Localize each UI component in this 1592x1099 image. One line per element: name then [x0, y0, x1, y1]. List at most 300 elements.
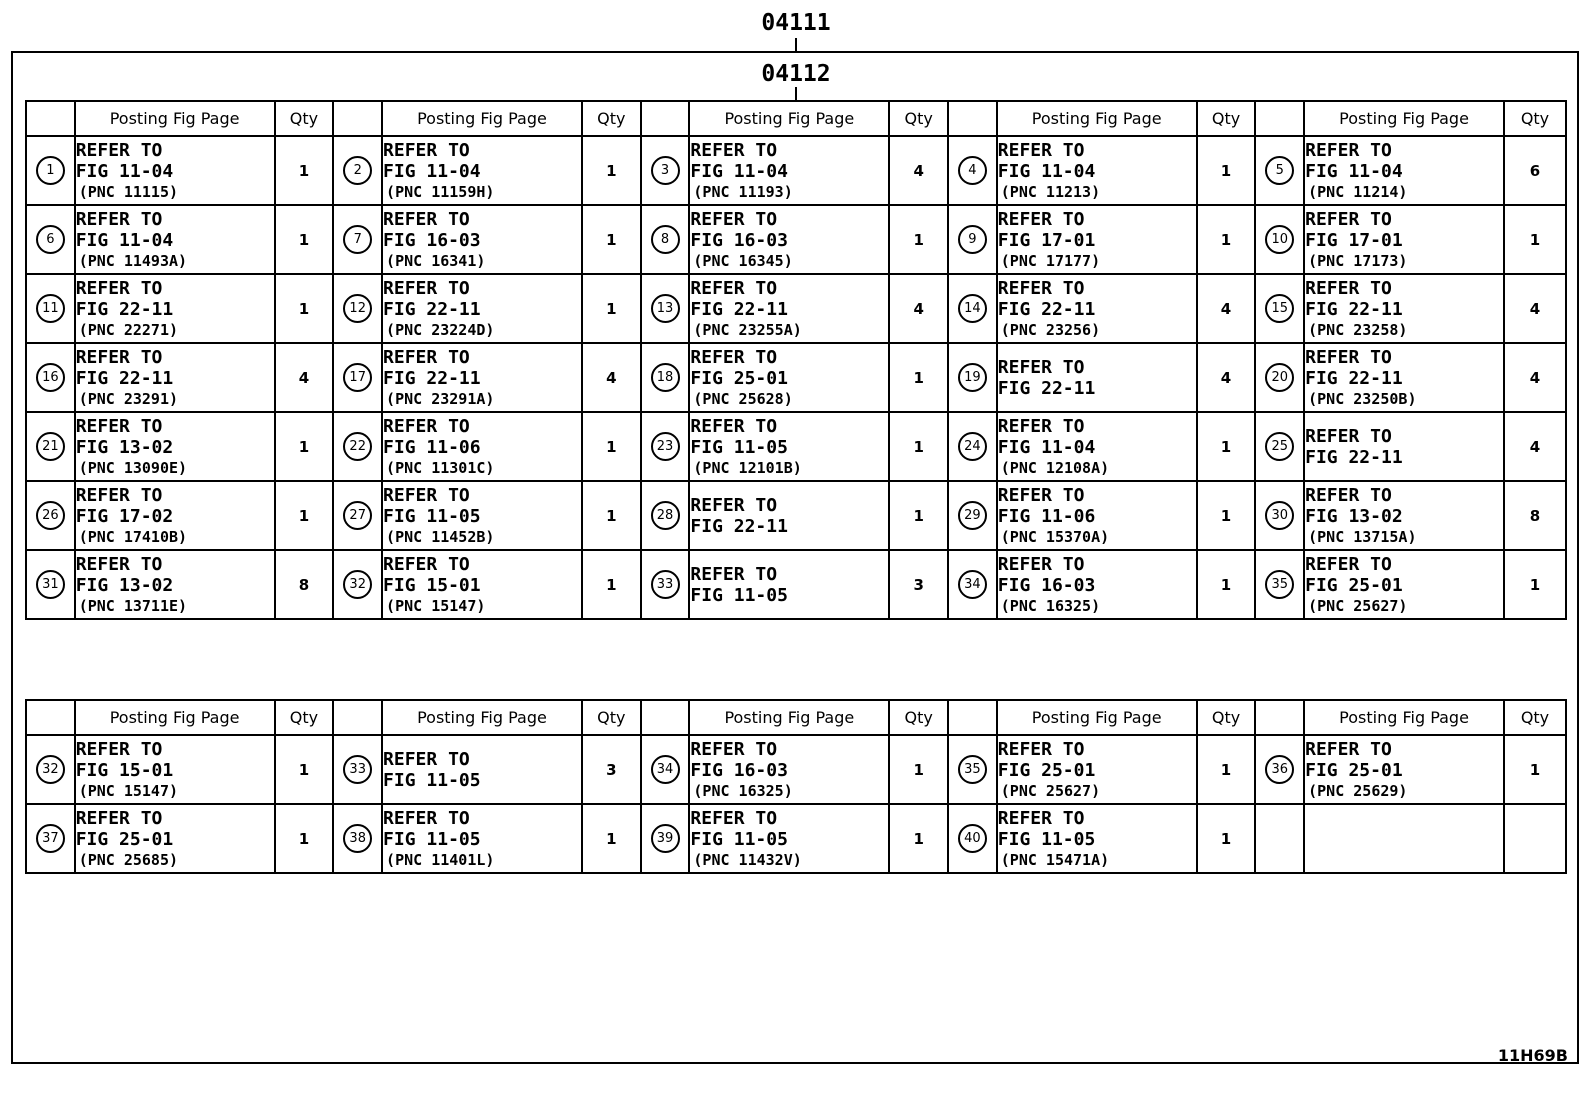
qty-value: 1 — [606, 161, 617, 180]
pnc-reference: (PNC 13711E) — [78, 596, 188, 615]
fig-reference: FIG 25-01 — [997, 759, 1096, 781]
refer-to-text: REFER TO — [997, 277, 1085, 299]
qty-cell — [582, 412, 641, 481]
reference-table-2 — [25, 699, 1567, 874]
outer-assembly-label: 04111 — [761, 10, 831, 36]
reference-table-1 — [25, 100, 1567, 620]
posting-cell — [997, 412, 1197, 481]
fig-reference: FIG 22-11 — [1305, 367, 1403, 389]
item-number-cell — [26, 550, 75, 619]
item-number-cell — [948, 481, 997, 550]
item-number-cell — [333, 136, 382, 205]
refer-to-text: REFER TO — [690, 738, 778, 760]
pnc-reference: (PNC 22271) — [78, 320, 179, 339]
header-qty: Qty — [889, 700, 948, 735]
fig-reference: FIG 11-06 — [383, 436, 481, 458]
header-number-cell — [333, 101, 382, 136]
qty-value: 1 — [1529, 760, 1541, 779]
item-number-badge: 11 — [36, 294, 65, 323]
fig-reference: FIG 17-01 — [997, 229, 1096, 251]
pnc-reference: (PNC 11452B) — [386, 527, 495, 546]
posting-cell — [689, 481, 889, 550]
qty-value: 1 — [606, 437, 617, 456]
pnc-reference: (PNC 15147) — [386, 596, 486, 615]
fig-reference: FIG 22-11 — [997, 377, 1096, 399]
qty-value: 1 — [913, 437, 924, 456]
item-number-cell — [26, 343, 75, 412]
header-qty: Qty — [275, 700, 334, 735]
header-number-cell — [26, 700, 75, 735]
header-qty: Qty — [275, 101, 334, 136]
qty-value: 1 — [606, 230, 617, 249]
item-number-cell — [641, 205, 690, 274]
qty-value: 4 — [298, 368, 310, 387]
item-number-badge: 12 — [343, 294, 372, 323]
posting-cell — [1304, 412, 1504, 481]
item-number-badge: 27 — [343, 501, 372, 530]
qty-cell — [889, 205, 948, 274]
qty-cell — [582, 550, 641, 619]
fig-reference: FIG 16-03 — [690, 759, 788, 781]
fig-reference: FIG 17-01 — [1305, 229, 1403, 251]
qty-cell — [1197, 205, 1256, 274]
table-row — [26, 550, 1566, 619]
refer-to-text: REFER TO — [75, 277, 163, 299]
fig-reference: FIG 22-11 — [690, 515, 788, 537]
item-number-badge: 32 — [343, 570, 372, 599]
qty-value: 1 — [1529, 230, 1541, 249]
qty-cell — [1197, 481, 1256, 550]
pnc-reference: (PNC 25685) — [78, 850, 179, 869]
qty-value: 1 — [913, 230, 924, 249]
qty-cell — [1197, 412, 1256, 481]
qty-value: 1 — [606, 506, 617, 525]
fig-reference: FIG 11-05 — [690, 584, 788, 606]
posting-cell — [382, 205, 582, 274]
qty-value: 1 — [298, 760, 310, 779]
qty-cell — [582, 804, 641, 873]
table-row — [26, 343, 1566, 412]
qty-cell — [889, 136, 948, 205]
posting-cell — [382, 136, 582, 205]
qty-cell — [1504, 412, 1566, 481]
refer-to-text: REFER TO — [383, 139, 470, 161]
pnc-reference: (PNC 11115) — [78, 182, 179, 201]
qty-value: 1 — [298, 437, 310, 456]
item-number-cell — [641, 343, 690, 412]
posting-cell — [997, 550, 1197, 619]
fig-reference: FIG 25-01 — [75, 828, 174, 850]
header-posting-fig-page: Posting Fig Page — [997, 101, 1197, 136]
item-number-cell — [641, 481, 690, 550]
item-number-cell — [1255, 550, 1304, 619]
qty-cell — [582, 274, 641, 343]
table-row — [26, 205, 1566, 274]
header-qty: Qty — [1504, 700, 1566, 735]
header-qty: Qty — [889, 101, 948, 136]
item-number-badge: 29 — [958, 501, 987, 530]
drawing-code: 11H69B — [1497, 1046, 1568, 1065]
refer-to-text: REFER TO — [1305, 738, 1392, 760]
item-number-badge: 32 — [36, 755, 65, 784]
item-number-cell — [333, 343, 382, 412]
item-number-badge: 21 — [36, 432, 65, 461]
header-number-cell — [26, 101, 75, 136]
refer-to-text: REFER TO — [383, 807, 470, 829]
fig-reference: FIG 17-02 — [75, 505, 174, 527]
fig-reference: FIG 11-04 — [383, 160, 481, 182]
item-number-badge: 13 — [651, 294, 680, 323]
pnc-reference: (PNC 11493A) — [78, 251, 188, 270]
item-number-badge: 3 — [651, 156, 680, 185]
item-number-cell — [1255, 274, 1304, 343]
item-number-cell — [641, 412, 690, 481]
qty-value: 6 — [1529, 161, 1541, 180]
fig-reference: FIG 25-01 — [1305, 759, 1403, 781]
item-number-cell — [1255, 481, 1304, 550]
table-row — [26, 481, 1566, 550]
item-number-badge: 33 — [651, 570, 680, 599]
fig-reference: FIG 13-02 — [75, 574, 174, 596]
item-number-badge: 38 — [343, 824, 372, 853]
item-number-cell — [1255, 735, 1304, 804]
item-number-badge: 7 — [343, 225, 372, 254]
item-number-badge: 16 — [36, 363, 65, 392]
fig-reference: FIG 11-04 — [690, 160, 788, 182]
posting-cell — [997, 343, 1197, 412]
qty-value: 1 — [298, 829, 310, 848]
item-number-cell — [333, 274, 382, 343]
posting-cell — [75, 136, 275, 205]
fig-reference: FIG 16-03 — [690, 229, 788, 251]
qty-cell — [889, 804, 948, 873]
qty-value: 4 — [606, 368, 617, 387]
qty-value: 1 — [298, 299, 310, 318]
pnc-reference: (PNC 23255A) — [693, 320, 802, 339]
item-number-cell — [948, 343, 997, 412]
refer-to-text: REFER TO — [75, 807, 163, 829]
fig-reference: FIG 11-04 — [75, 229, 174, 251]
posting-cell — [75, 205, 275, 274]
qty-cell — [1504, 550, 1566, 619]
fig-reference: FIG 25-01 — [1305, 574, 1403, 596]
table-row — [26, 735, 1566, 804]
refer-to-text: REFER TO — [75, 208, 163, 230]
pnc-reference: (PNC 16325) — [1000, 596, 1101, 615]
qty-value: 1 — [913, 368, 924, 387]
posting-cell — [997, 804, 1197, 873]
qty-value: 1 — [1220, 575, 1232, 594]
refer-to-text: REFER TO — [383, 415, 470, 437]
header-posting-fig-page: Posting Fig Page — [1304, 101, 1504, 136]
refer-to-text: REFER TO — [690, 346, 778, 368]
posting-cell — [689, 412, 889, 481]
item-number-cell — [26, 481, 75, 550]
qty-value: 1 — [1220, 230, 1232, 249]
qty-value: 3 — [913, 575, 924, 594]
item-number-badge: 9 — [958, 225, 987, 254]
item-number-cell — [333, 550, 382, 619]
pnc-reference: (PNC 11213) — [1000, 182, 1101, 201]
refer-to-text: REFER TO — [383, 484, 470, 506]
header-posting-fig-page: Posting Fig Page — [75, 700, 275, 735]
item-number-cell — [26, 205, 75, 274]
item-number-badge: 36 — [1265, 755, 1294, 784]
posting-cell — [382, 343, 582, 412]
fig-reference: FIG 16-03 — [997, 574, 1096, 596]
header-number-cell — [333, 700, 382, 735]
refer-to-text: REFER TO — [690, 139, 778, 161]
refer-to-text: REFER TO — [75, 484, 163, 506]
item-number-badge: 25 — [1265, 432, 1294, 461]
qty-value: 1 — [913, 829, 924, 848]
fig-reference: FIG 22-11 — [383, 367, 481, 389]
qty-value: 1 — [606, 575, 617, 594]
fig-reference: FIG 22-11 — [75, 367, 174, 389]
item-number-cell — [948, 136, 997, 205]
refer-to-text: REFER TO — [997, 738, 1085, 760]
outer-leader-line — [795, 38, 797, 51]
qty-cell — [1504, 136, 1566, 205]
qty-cell — [1197, 804, 1256, 873]
item-number-cell — [948, 412, 997, 481]
item-number-cell — [1255, 343, 1304, 412]
qty-cell — [275, 481, 334, 550]
pnc-reference: (PNC 23224D) — [386, 320, 495, 339]
posting-cell — [75, 274, 275, 343]
item-number-badge: 35 — [958, 755, 987, 784]
pnc-reference: (PNC 25629) — [1308, 781, 1408, 800]
qty-cell — [889, 735, 948, 804]
qty-cell — [275, 735, 334, 804]
pnc-reference: (PNC 15471A) — [1000, 850, 1110, 869]
fig-reference: FIG 11-04 — [75, 160, 174, 182]
item-number-cell — [948, 735, 997, 804]
qty-value: 1 — [1220, 506, 1232, 525]
refer-to-text: REFER TO — [1305, 139, 1392, 161]
refer-to-text: REFER TO — [997, 553, 1085, 575]
header-posting-fig-page: Posting Fig Page — [689, 700, 889, 735]
item-number-cell — [948, 274, 997, 343]
pnc-reference: (PNC 11214) — [1308, 182, 1408, 201]
posting-cell — [1304, 205, 1504, 274]
header-posting-fig-page: Posting Fig Page — [689, 101, 889, 136]
item-number-cell — [948, 550, 997, 619]
qty-cell — [1504, 205, 1566, 274]
refer-to-text: REFER TO — [75, 346, 163, 368]
posting-cell — [689, 735, 889, 804]
posting-cell — [75, 343, 275, 412]
qty-value: 4 — [1529, 437, 1541, 456]
refer-to-text: REFER TO — [997, 484, 1085, 506]
qty-cell — [889, 343, 948, 412]
fig-reference: FIG 11-05 — [690, 828, 788, 850]
refer-to-text: REFER TO — [690, 277, 778, 299]
item-number-badge: 5 — [1265, 156, 1294, 185]
refer-to-text: REFER TO — [997, 139, 1085, 161]
item-number-cell — [1255, 412, 1304, 481]
table-row — [26, 804, 1566, 873]
fig-reference: FIG 22-11 — [690, 298, 788, 320]
posting-cell — [1304, 481, 1504, 550]
fig-reference: FIG 11-05 — [383, 769, 481, 791]
item-number-cell — [333, 735, 382, 804]
fig-reference: FIG 11-05 — [383, 505, 481, 527]
posting-cell — [689, 274, 889, 343]
pnc-reference: (PNC 15147) — [78, 781, 179, 800]
item-number-badge: 39 — [651, 824, 680, 853]
fig-reference: FIG 22-11 — [997, 298, 1096, 320]
item-number-cell — [333, 412, 382, 481]
pnc-reference: (PNC 12108A) — [1000, 458, 1110, 477]
posting-cell — [1304, 343, 1504, 412]
fig-reference: FIG 22-11 — [1305, 298, 1403, 320]
item-number-badge: 23 — [651, 432, 680, 461]
qty-value: 4 — [913, 299, 924, 318]
fig-reference: FIG 15-01 — [383, 574, 481, 596]
header-row — [26, 700, 1566, 735]
qty-cell — [1504, 274, 1566, 343]
pnc-reference: (PNC 16325) — [693, 781, 793, 800]
pnc-reference: (PNC 25628) — [693, 389, 793, 408]
qty-cell — [889, 412, 948, 481]
qty-cell — [1504, 481, 1566, 550]
item-number-badge: 20 — [1265, 363, 1294, 392]
qty-value: 8 — [298, 575, 310, 594]
qty-cell — [275, 343, 334, 412]
item-number-badge: 18 — [651, 363, 680, 392]
item-number-cell — [26, 412, 75, 481]
pnc-reference: (PNC 25627) — [1308, 596, 1408, 615]
fig-reference: FIG 11-05 — [690, 436, 788, 458]
refer-to-text: REFER TO — [690, 807, 778, 829]
pnc-reference: (PNC 17173) — [1308, 251, 1408, 270]
item-number-badge: 34 — [958, 570, 987, 599]
pnc-reference: (PNC 17410B) — [78, 527, 188, 546]
item-number-badge: 17 — [343, 363, 372, 392]
refer-to-text: REFER TO — [75, 415, 163, 437]
posting-cell — [382, 735, 582, 804]
qty-value: 1 — [606, 299, 617, 318]
posting-cell — [997, 205, 1197, 274]
fig-reference: FIG 11-05 — [383, 828, 481, 850]
qty-value: 1 — [298, 161, 310, 180]
item-number-badge: 6 — [36, 225, 65, 254]
qty-value: 1 — [1220, 161, 1232, 180]
item-number-cell — [1255, 136, 1304, 205]
posting-cell — [382, 804, 582, 873]
item-number-cell — [1255, 804, 1304, 873]
item-number-cell — [26, 735, 75, 804]
qty-cell — [1197, 343, 1256, 412]
inner-assembly-label: 04112 — [761, 61, 831, 87]
item-number-badge: 14 — [958, 294, 987, 323]
qty-cell — [582, 205, 641, 274]
refer-to-text: REFER TO — [690, 415, 778, 437]
qty-value: 4 — [1220, 368, 1232, 387]
qty-value: 4 — [1529, 368, 1541, 387]
pnc-reference: (PNC 11159H) — [386, 182, 495, 201]
qty-cell — [1197, 550, 1256, 619]
fig-reference: FIG 11-06 — [997, 505, 1096, 527]
refer-to-text: REFER TO — [383, 208, 470, 230]
pnc-reference: (PNC 11193) — [693, 182, 793, 201]
item-number-badge: 34 — [651, 755, 680, 784]
item-number-cell — [948, 205, 997, 274]
qty-cell — [582, 343, 641, 412]
posting-cell — [75, 481, 275, 550]
pnc-reference: (PNC 13715A) — [1308, 527, 1417, 546]
qty-cell — [275, 550, 334, 619]
header-number-cell — [641, 101, 690, 136]
qty-value: 1 — [913, 506, 924, 525]
refer-to-text: REFER TO — [690, 494, 778, 516]
fig-reference: FIG 11-04 — [1305, 160, 1403, 182]
posting-cell — [997, 481, 1197, 550]
qty-cell — [275, 804, 334, 873]
item-number-badge: 35 — [1265, 570, 1294, 599]
refer-to-text: REFER TO — [1305, 277, 1392, 299]
posting-cell — [382, 274, 582, 343]
qty-cell — [889, 550, 948, 619]
refer-to-text: REFER TO — [383, 277, 470, 299]
header-number-cell — [948, 101, 997, 136]
qty-value: 1 — [1529, 575, 1541, 594]
header-qty: Qty — [582, 700, 641, 735]
pnc-reference: (PNC 11432V) — [693, 850, 802, 869]
pnc-reference: (PNC 16345) — [693, 251, 793, 270]
posting-cell — [997, 274, 1197, 343]
pnc-reference: (PNC 11301C) — [386, 458, 495, 477]
posting-cell — [1304, 735, 1504, 804]
pnc-reference: (PNC 23291A) — [386, 389, 495, 408]
qty-value: 4 — [1220, 299, 1232, 318]
pnc-reference: (PNC 25627) — [1000, 781, 1101, 800]
fig-reference: FIG 11-04 — [997, 436, 1096, 458]
posting-cell — [997, 136, 1197, 205]
fig-reference: FIG 13-02 — [75, 436, 174, 458]
refer-to-text: REFER TO — [997, 356, 1085, 378]
pnc-reference: (PNC 12101B) — [693, 458, 802, 477]
qty-cell — [275, 412, 334, 481]
header-qty: Qty — [582, 101, 641, 136]
refer-to-text: REFER TO — [1305, 208, 1392, 230]
refer-to-text: REFER TO — [1305, 553, 1392, 575]
item-number-badge: 22 — [343, 432, 372, 461]
qty-value: 3 — [606, 760, 617, 779]
posting-cell — [75, 412, 275, 481]
qty-cell — [582, 136, 641, 205]
qty-value: 1 — [1220, 437, 1232, 456]
posting-cell — [689, 136, 889, 205]
item-number-badge: 33 — [343, 755, 372, 784]
header-posting-fig-page: Posting Fig Page — [382, 700, 582, 735]
item-number-cell — [333, 205, 382, 274]
pnc-reference: (PNC 23258) — [1308, 320, 1408, 339]
posting-cell — [382, 481, 582, 550]
item-number-badge: 24 — [958, 432, 987, 461]
qty-cell — [1504, 735, 1566, 804]
fig-reference: FIG 22-11 — [75, 298, 174, 320]
table-row — [26, 412, 1566, 481]
item-number-badge: 4 — [958, 156, 987, 185]
qty-cell — [1504, 804, 1566, 873]
pnc-reference: (PNC 23291) — [78, 389, 179, 408]
item-number-badge: 40 — [958, 824, 987, 853]
item-number-badge: 31 — [36, 570, 65, 599]
refer-to-text: REFER TO — [997, 415, 1085, 437]
item-number-cell — [333, 481, 382, 550]
